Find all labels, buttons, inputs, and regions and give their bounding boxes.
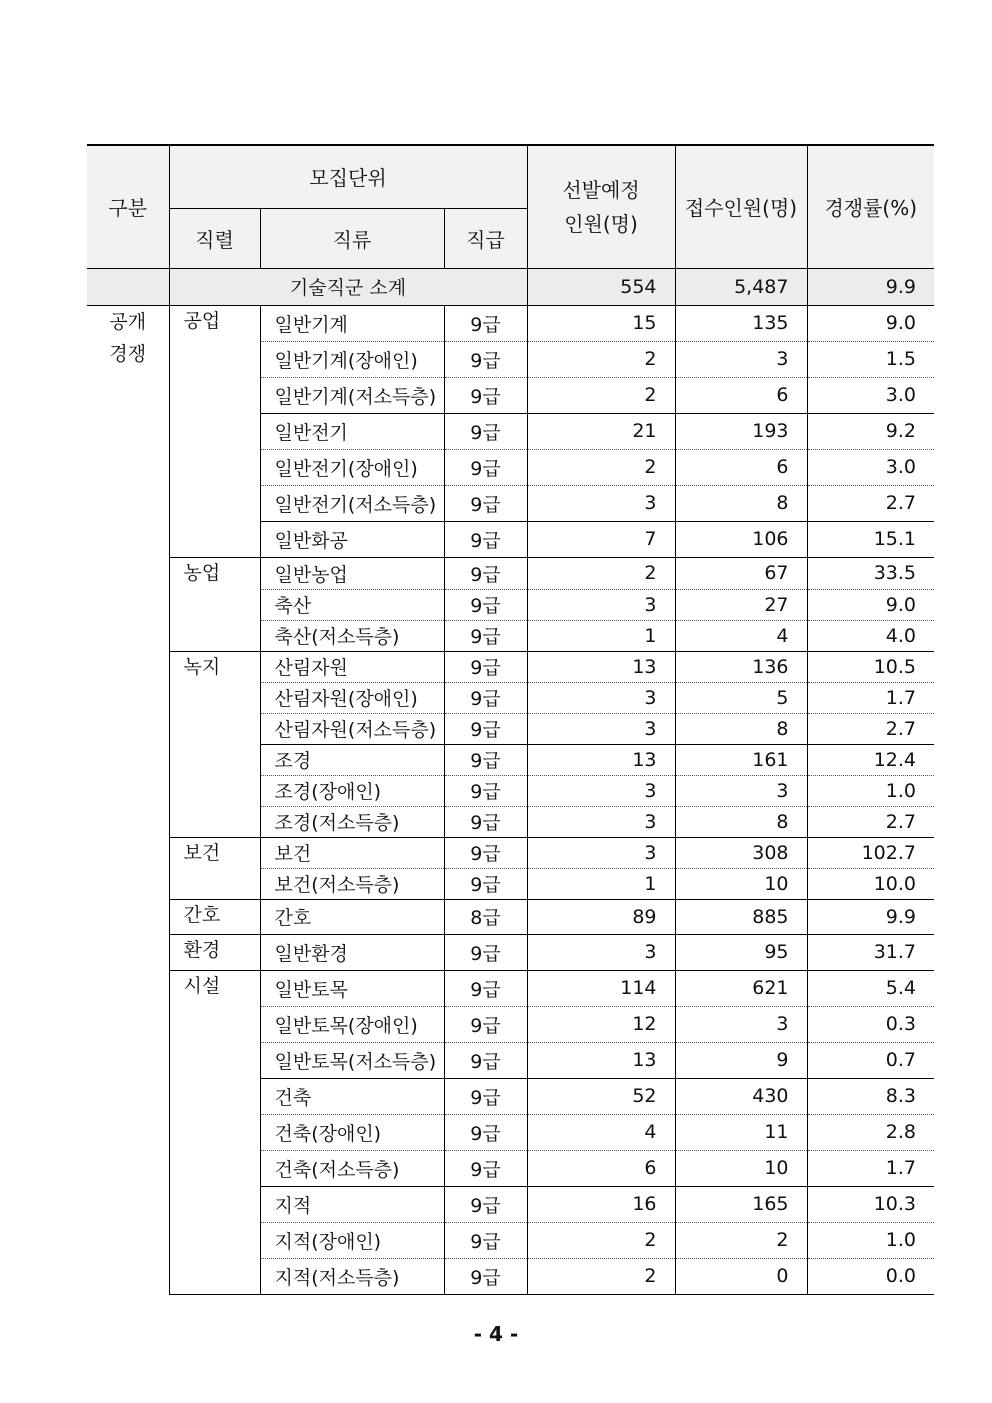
applicants-cell: 621 (675, 970, 807, 1006)
applicants-cell: 5 (675, 682, 807, 713)
job-cell: 보건 (260, 837, 444, 868)
category-line2: 경쟁 (109, 342, 147, 365)
subtotal-planned: 554 (527, 268, 675, 305)
job-cell: 건축(저소득층) (260, 1150, 444, 1186)
applicants-cell: 10 (675, 1150, 807, 1186)
job-cell: 지적(장애인) (260, 1222, 444, 1258)
grade-cell: 9급 (444, 651, 527, 682)
job-cell: 산림자원 (260, 651, 444, 682)
planned-cell: 2 (527, 1258, 675, 1294)
recruitment-table (87, 144, 934, 1295)
job-cell: 일반토목 (260, 970, 444, 1006)
applicants-cell: 308 (675, 837, 807, 868)
ratio-cell: 3.0 (807, 377, 934, 413)
job-cell: 일반토목(저소득층) (260, 1042, 444, 1078)
series-cell: 시설 (169, 970, 260, 1294)
ratio-cell: 15.1 (807, 521, 934, 557)
planned-cell: 3 (527, 589, 675, 620)
ratio-cell: 3.0 (807, 449, 934, 485)
job-cell: 일반기계 (260, 305, 444, 341)
grade-cell: 9급 (444, 620, 527, 651)
grade-cell: 9급 (444, 744, 527, 775)
ratio-cell: 1.0 (807, 775, 934, 806)
grade-cell: 9급 (444, 1258, 527, 1294)
grade-cell: 9급 (444, 934, 527, 970)
series-cell: 공업 (169, 305, 260, 557)
job-cell: 산림자원(저소득층) (260, 713, 444, 744)
planned-cell: 89 (527, 899, 675, 934)
grade-cell: 9급 (444, 1078, 527, 1114)
subtotal-label: 기술직군 소계 (169, 268, 527, 305)
applicants-cell: 3 (675, 341, 807, 377)
applicants-cell: 8 (675, 713, 807, 744)
ratio-cell: 1.7 (807, 682, 934, 713)
subtotal-ratio: 9.9 (807, 268, 934, 305)
grade-cell: 9급 (444, 413, 527, 449)
header-category: 구분 (87, 145, 169, 268)
ratio-cell: 102.7 (807, 837, 934, 868)
ratio-cell: 1.0 (807, 1222, 934, 1258)
series-cell: 간호 (169, 899, 260, 934)
grade-cell: 9급 (444, 713, 527, 744)
grade-cell: 9급 (444, 1222, 527, 1258)
job-cell: 일반전기 (260, 413, 444, 449)
planned-cell: 7 (527, 521, 675, 557)
grade-cell: 8급 (444, 899, 527, 934)
applicants-cell: 8 (675, 485, 807, 521)
subtotal-empty-cell (87, 268, 169, 305)
job-cell: 조경(저소득층) (260, 806, 444, 837)
header-planned (527, 145, 675, 268)
job-cell: 간호 (260, 899, 444, 934)
header-job: 직류 (260, 208, 444, 268)
job-cell: 일반토목(장애인) (260, 1006, 444, 1042)
table-row (87, 557, 934, 589)
ratio-cell: 10.5 (807, 651, 934, 682)
applicants-cell: 135 (675, 305, 807, 341)
ratio-cell: 8.3 (807, 1078, 934, 1114)
planned-cell: 2 (527, 449, 675, 485)
job-cell: 일반전기(장애인) (260, 449, 444, 485)
grade-cell: 9급 (444, 1006, 527, 1042)
applicants-cell: 3 (675, 775, 807, 806)
ratio-cell: 31.7 (807, 934, 934, 970)
ratio-cell: 2.7 (807, 713, 934, 744)
applicants-cell: 193 (675, 413, 807, 449)
subtotal-applicants: 5,487 (675, 268, 807, 305)
applicants-cell: 8 (675, 806, 807, 837)
grade-cell: 9급 (444, 868, 527, 899)
applicants-cell: 0 (675, 1258, 807, 1294)
grade-cell: 9급 (444, 682, 527, 713)
table-row (87, 899, 934, 934)
applicants-cell: 161 (675, 744, 807, 775)
planned-cell: 12 (527, 1006, 675, 1042)
planned-cell: 13 (527, 744, 675, 775)
planned-cell: 3 (527, 806, 675, 837)
ratio-cell: 9.9 (807, 899, 934, 934)
planned-cell: 16 (527, 1186, 675, 1222)
applicants-cell: 11 (675, 1114, 807, 1150)
job-cell: 일반화공 (260, 521, 444, 557)
ratio-cell: 9.0 (807, 305, 934, 341)
ratio-cell: 2.7 (807, 806, 934, 837)
planned-cell: 1 (527, 620, 675, 651)
header-ratio: 경쟁률(%) (807, 145, 934, 268)
job-cell: 일반환경 (260, 934, 444, 970)
grade-cell: 9급 (444, 449, 527, 485)
applicants-cell: 136 (675, 651, 807, 682)
applicants-cell: 9 (675, 1042, 807, 1078)
grade-cell: 9급 (444, 970, 527, 1006)
grade-cell: 9급 (444, 837, 527, 868)
ratio-cell: 1.5 (807, 341, 934, 377)
job-cell: 산림자원(장애인) (260, 682, 444, 713)
job-cell: 지적 (260, 1186, 444, 1222)
ratio-cell: 4.0 (807, 620, 934, 651)
ratio-cell: 12.4 (807, 744, 934, 775)
table-row (87, 970, 934, 1006)
header-planned-line1: 선발예정 (562, 177, 640, 202)
applicants-cell: 106 (675, 521, 807, 557)
grade-cell: 9급 (444, 305, 527, 341)
series-cell: 환경 (169, 934, 260, 970)
grade-cell: 9급 (444, 806, 527, 837)
job-cell: 축산(저소득층) (260, 620, 444, 651)
job-cell: 일반기계(저소득층) (260, 377, 444, 413)
table-row (87, 934, 934, 970)
planned-cell: 2 (527, 557, 675, 589)
grade-cell: 9급 (444, 485, 527, 521)
applicants-cell: 10 (675, 868, 807, 899)
table-row (87, 651, 934, 682)
ratio-cell: 5.4 (807, 970, 934, 1006)
planned-cell: 3 (527, 713, 675, 744)
applicants-cell: 95 (675, 934, 807, 970)
planned-cell: 3 (527, 485, 675, 521)
ratio-cell: 33.5 (807, 557, 934, 589)
planned-cell: 3 (527, 934, 675, 970)
job-cell: 건축 (260, 1078, 444, 1114)
ratio-cell: 10.0 (807, 868, 934, 899)
applicants-cell: 165 (675, 1186, 807, 1222)
category-line1: 공개 (109, 310, 147, 333)
planned-cell: 114 (527, 970, 675, 1006)
applicants-cell: 6 (675, 377, 807, 413)
job-cell: 건축(장애인) (260, 1114, 444, 1150)
applicants-cell: 2 (675, 1222, 807, 1258)
grade-cell: 9급 (444, 377, 527, 413)
grade-cell: 9급 (444, 1186, 527, 1222)
planned-cell: 4 (527, 1114, 675, 1150)
planned-cell: 1 (527, 868, 675, 899)
ratio-cell: 0.3 (807, 1006, 934, 1042)
ratio-cell: 2.8 (807, 1114, 934, 1150)
grade-cell: 9급 (444, 341, 527, 377)
grade-cell: 9급 (444, 1042, 527, 1078)
header-recruit-unit: 모집단위 (169, 145, 527, 208)
table-body (87, 305, 934, 1294)
applicants-cell: 6 (675, 449, 807, 485)
planned-cell: 3 (527, 775, 675, 806)
planned-cell: 2 (527, 1222, 675, 1258)
series-cell: 녹지 (169, 651, 260, 837)
planned-cell: 6 (527, 1150, 675, 1186)
grade-cell: 9급 (444, 521, 527, 557)
ratio-cell: 0.7 (807, 1042, 934, 1078)
ratio-cell: 0.0 (807, 1258, 934, 1294)
applicants-cell: 430 (675, 1078, 807, 1114)
ratio-cell: 10.3 (807, 1186, 934, 1222)
grade-cell: 9급 (444, 1114, 527, 1150)
planned-cell: 2 (527, 377, 675, 413)
applicants-cell: 27 (675, 589, 807, 620)
planned-cell: 3 (527, 682, 675, 713)
ratio-cell: 9.2 (807, 413, 934, 449)
applicants-cell: 4 (675, 620, 807, 651)
table-row (87, 305, 934, 341)
series-cell: 농업 (169, 557, 260, 651)
grade-cell: 9급 (444, 1150, 527, 1186)
applicants-cell: 885 (675, 899, 807, 934)
job-cell: 일반농업 (260, 557, 444, 589)
applicants-cell: 3 (675, 1006, 807, 1042)
job-cell: 지적(저소득층) (260, 1258, 444, 1294)
job-cell: 일반전기(저소득층) (260, 485, 444, 521)
planned-cell: 2 (527, 341, 675, 377)
planned-cell: 52 (527, 1078, 675, 1114)
header-planned-line2: 인원(명) (564, 211, 638, 236)
page-number: - 4 - (473, 1322, 519, 1346)
planned-cell: 13 (527, 651, 675, 682)
header-applicants: 접수인원(명) (675, 145, 807, 268)
planned-cell: 3 (527, 837, 675, 868)
applicants-cell: 67 (675, 557, 807, 589)
job-cell: 일반기계(장애인) (260, 341, 444, 377)
ratio-cell: 9.0 (807, 589, 934, 620)
header-series: 직렬 (169, 208, 260, 268)
job-cell: 조경(장애인) (260, 775, 444, 806)
ratio-cell: 1.7 (807, 1150, 934, 1186)
table-row (87, 837, 934, 868)
ratio-cell: 2.7 (807, 485, 934, 521)
planned-cell: 15 (527, 305, 675, 341)
planned-cell: 21 (527, 413, 675, 449)
job-cell: 축산 (260, 589, 444, 620)
header-grade: 직급 (444, 208, 527, 268)
planned-cell: 13 (527, 1042, 675, 1078)
job-cell: 조경 (260, 744, 444, 775)
grade-cell: 9급 (444, 589, 527, 620)
job-cell: 보건(저소득층) (260, 868, 444, 899)
series-cell: 보건 (169, 837, 260, 899)
grade-cell: 9급 (444, 775, 527, 806)
grade-cell: 9급 (444, 557, 527, 589)
category-cell (87, 305, 169, 1294)
